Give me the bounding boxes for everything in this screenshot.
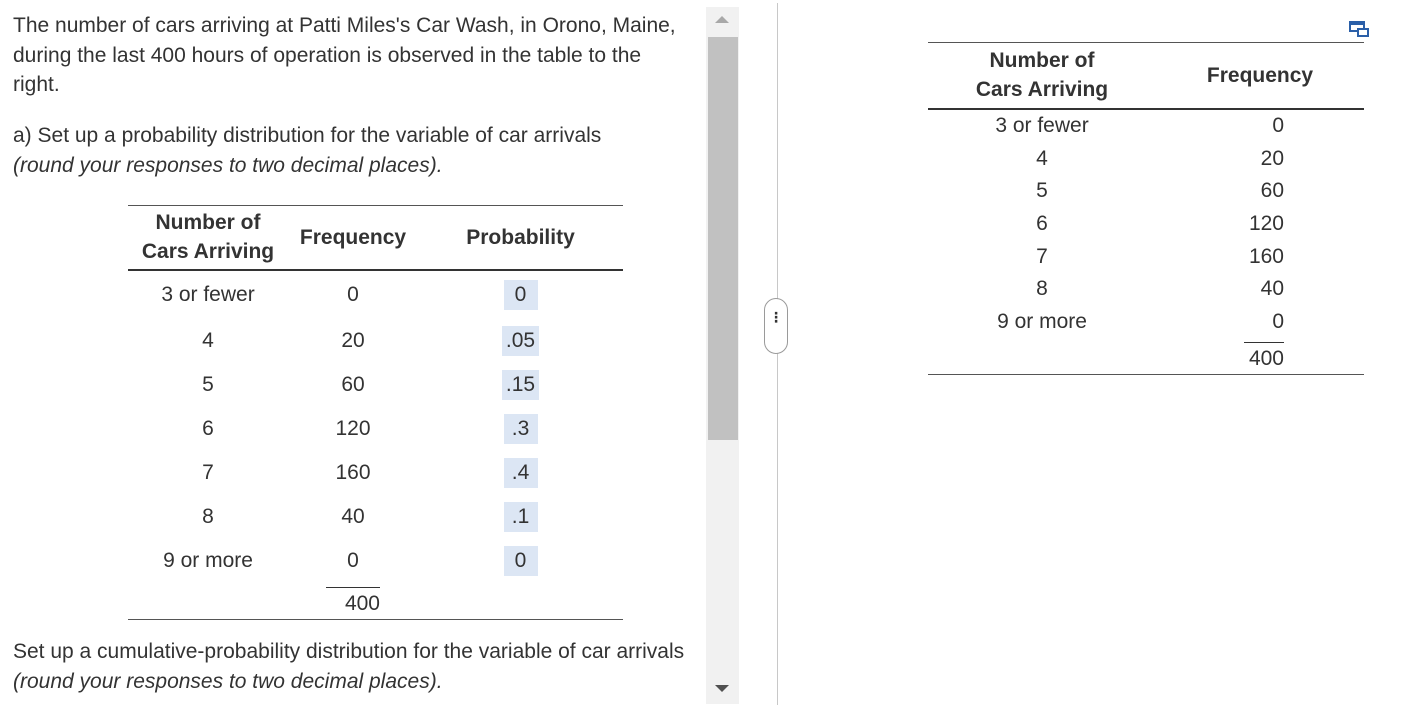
ref-frequency-cell: 0: [1272, 309, 1284, 333]
part-a-text: a) Set up a probability distribution for the variable of car arrivals: [13, 124, 602, 147]
ref-header-number-line2: Cars Arriving: [975, 78, 1109, 102]
cars-arriving-cell: 6: [202, 417, 214, 440]
cars-arriving-cell: 8: [202, 505, 214, 528]
probability-answer-field[interactable]: .05: [502, 326, 539, 356]
ref-total-cell: [1156, 338, 1364, 375]
table-row: [928, 240, 1364, 273]
table-row: [128, 319, 623, 363]
header-frequency: Frequency: [288, 206, 418, 271]
ref-total-frequency: 400: [1244, 342, 1284, 371]
probability-answer-field[interactable]: .3: [504, 414, 538, 444]
total-empty-cell: [418, 583, 623, 620]
cumulative-text: Set up a cumulative-probability distribution for the variable of car arrivals: [13, 640, 685, 663]
pane-resize-handle[interactable]: [764, 298, 788, 354]
ref-cars-arriving-cell: 8: [1036, 277, 1048, 301]
table-row: [928, 175, 1364, 208]
table-row: [128, 270, 623, 319]
probability-answer-field[interactable]: .4: [504, 458, 538, 488]
ref-cars-arriving-cell: 9 or more: [997, 309, 1087, 333]
frequency-cell: 20: [341, 329, 365, 352]
header-number-of-cars: [128, 206, 288, 271]
frequency-cell: 160: [335, 461, 371, 484]
ref-cars-arriving-cell: 3 or fewer: [995, 113, 1089, 137]
table-row: [128, 451, 623, 495]
drag-dots-icon: ⋮: [769, 309, 783, 325]
cumulative-rounding-note: (round your responses to two decimal places).: [13, 669, 443, 693]
frequency-cell: 120: [335, 417, 371, 440]
popout-window-icon[interactable]: [1349, 19, 1371, 39]
probability-cell: [418, 270, 623, 319]
ref-frequency-cell: 0: [1272, 113, 1284, 137]
table-row: [128, 407, 623, 451]
header-number-line1: Number of: [155, 211, 261, 234]
probability-answer-field[interactable]: 0: [504, 546, 538, 576]
scroll-down-arrow-icon[interactable]: [715, 685, 729, 692]
probability-answer-field[interactable]: .15: [502, 370, 539, 400]
header-probability: Probability: [418, 206, 623, 271]
table-row: [928, 208, 1364, 241]
ref-cars-arriving-cell: 6: [1036, 211, 1048, 235]
problem-intro: The number of cars arriving at Patti Miles's Car Wash, in Orono, Maine, during the last 400 hours of operation is observed in the table to the right.: [13, 14, 676, 96]
frequency-cell: 60: [341, 373, 365, 396]
ref-total-empty-cell: [928, 338, 1156, 375]
ref-frequency-cell: 160: [1248, 244, 1284, 268]
header-number-line2: Cars Arriving: [141, 240, 275, 263]
ref-cars-arriving-cell: 4: [1036, 146, 1048, 170]
total-frequency: 400: [326, 587, 380, 616]
probability-cell: [418, 363, 623, 407]
total-row: [128, 583, 623, 620]
ref-cars-arriving-cell: 5: [1036, 179, 1048, 203]
table-row: [928, 273, 1364, 306]
cars-arriving-cell: 3 or fewer: [161, 283, 255, 306]
probability-cell: [418, 495, 623, 539]
part-a-rounding-note: (round your responses to two decimal places).: [13, 153, 443, 177]
cars-arriving-cell: 7: [202, 461, 214, 484]
cars-arriving-cell: 9 or more: [163, 549, 253, 572]
ref-header-frequency: Frequency: [1156, 43, 1364, 109]
ref-header-number-of-cars: [928, 43, 1156, 109]
table-row: [128, 495, 623, 539]
ref-total-row: [928, 338, 1364, 375]
probability-answer-field[interactable]: .1: [504, 502, 538, 532]
scroll-up-arrow-icon[interactable]: [715, 16, 729, 23]
scrollbar-thumb[interactable]: [708, 37, 738, 440]
total-empty-cell: [128, 583, 288, 620]
ref-frequency-cell: 120: [1248, 211, 1284, 235]
ref-cars-arriving-cell: 7: [1036, 244, 1048, 268]
cars-arriving-cell: 4: [202, 329, 214, 352]
cars-arriving-cell: 5: [202, 373, 214, 396]
frequency-cell: 40: [341, 505, 365, 528]
table-row: [928, 109, 1364, 143]
pane-divider: [777, 3, 778, 705]
frequency-cell: 0: [347, 283, 359, 306]
ref-header-number-line1: Number of: [989, 49, 1095, 73]
table-row: [928, 142, 1364, 175]
cumulative-instructions: [13, 637, 703, 696]
frequency-cell: 0: [347, 549, 359, 572]
ref-frequency-cell: 20: [1260, 146, 1284, 170]
total-frequency-cell: [288, 583, 418, 620]
reference-data-table: [928, 42, 1364, 375]
part-a-instructions: [13, 121, 693, 180]
probability-cell: [418, 407, 623, 451]
probability-cell: [418, 451, 623, 495]
probability-cell: [418, 319, 623, 363]
probability-answer-field[interactable]: 0: [504, 280, 538, 310]
probability-cell: [418, 539, 623, 583]
vertical-scrollbar[interactable]: [706, 7, 739, 704]
ref-frequency-cell: 40: [1260, 277, 1284, 301]
table-row: [128, 363, 623, 407]
table-row: [128, 539, 623, 583]
ref-frequency-cell: 60: [1260, 179, 1284, 203]
probability-distribution-table: [128, 205, 623, 620]
table-row: [928, 306, 1364, 339]
